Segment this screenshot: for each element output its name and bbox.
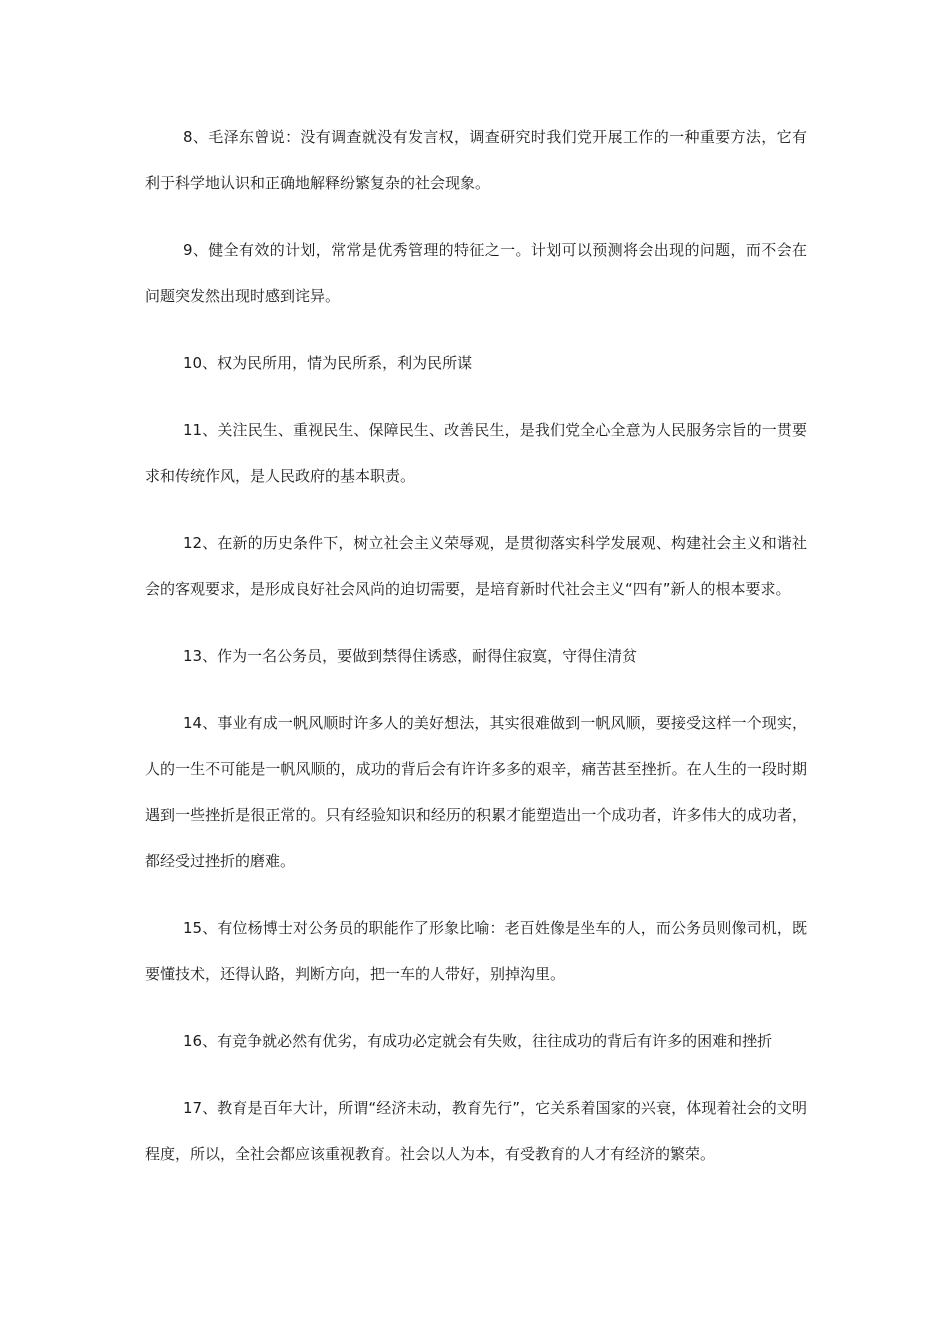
- paragraph-12: 12、在新的历史条件下，树立社会主义荣辱观，是贯彻落实科学发展观、构建社会主义和谐社会的客观要求，是形成良好社会风尚的迫切需要，是培育新时代社会主义“四有”新人的根本要求。: [145, 534, 807, 598]
- paragraph-11: 11、关注民生、重视民生、保障民生、改善民生，是我们党全心全意为人民服务宗旨的一贯要求和传统作风，是人民政府的基本职责。: [145, 421, 807, 485]
- paragraph-17: 17、教育是百年大计，所谓“经济未动，教育先行”，它关系着国家的兴衰，体现着社会的文明程度，所以，全社会都应该重视教育。社会以人为本，有受教育的人才有经济的繁荣。: [145, 1099, 807, 1163]
- paragraph-16: 16、有竞争就必然有优劣，有成功必定就会有失败，往往成功的背后有许多的困难和挫折: [183, 1032, 773, 1050]
- paragraph-15: 15、有位杨博士对公务员的职能作了形象比喻：老百姓像是坐车的人，而公务员则像司机，既要懂技术，还得认路，判断方向，把一车的人带好，别掉沟里。: [145, 919, 807, 983]
- paragraph-10: 10、权为民所用，情为民所系，利为民所谋: [183, 354, 473, 372]
- paragraph-9: 9、健全有效的计划，常常是优秀管理的特征之一。计划可以预测将会出现的问题，而不会在问题突发然出现时感到诧异。: [145, 241, 807, 305]
- document-body: [145, 114, 807, 1198]
- paragraph-13: 13、作为一名公务员，要做到禁得住诱惑，耐得住寂寞，守得住清贫: [183, 647, 638, 665]
- paragraph-8: 8、毛泽东曾说：没有调查就没有发言权，调查研究时我们党开展工作的一种重要方法，它有利于科学地认识和正确地解释纷繁复杂的社会现象。: [145, 128, 807, 192]
- paragraph-14: 14、事业有成一帆风顺时许多人的美好想法，其实很难做到一帆风顺，要接受这样一个现实，人的一生不可能是一帆风顺的，成功的背后会有许许多多的艰辛，痛苦甚至挫折。在人生的一段时期遇到一些挫折是很正常的。只有经验知识和经历的积累才能塑造出一个成功者，许多伟大的成功者，都经受过挫折的磨难。: [145, 714, 807, 870]
